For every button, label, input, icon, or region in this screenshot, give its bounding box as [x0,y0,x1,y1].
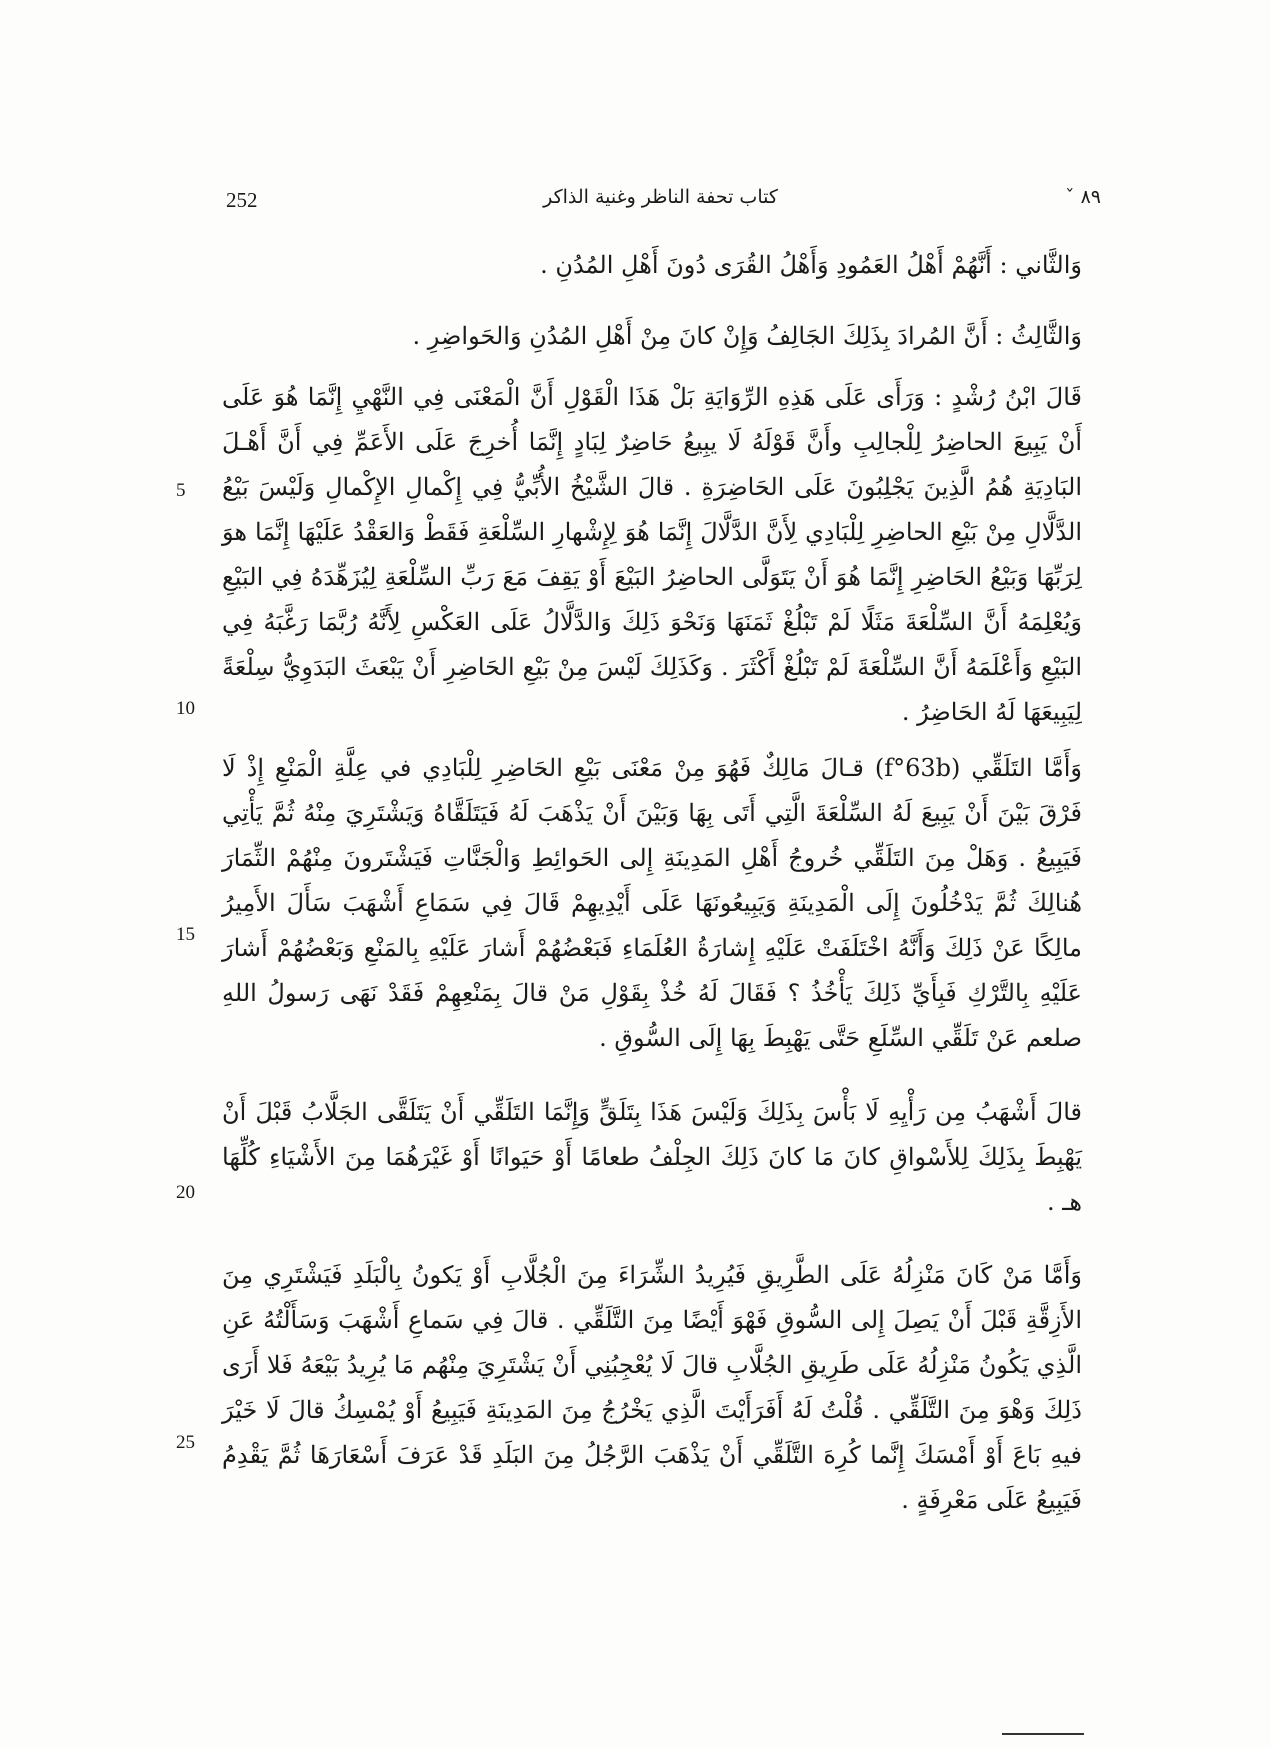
paragraph-ashhab: قالَ أَشْهَبُ مِن رَأْيِهِ لَا بَأْسَ بِذَلِكَ وَلَيْسَ هَذَا بِتَلَقٍّ وَإِنَّمَا التَلَقِّي أَنْ يَتَلَقَّى الجَلَّابُ قَبْلَ أَنْ يَهْبِطَ بِذَلِكَ لِلأَسْواقِ كانَ مَا كانَ ذَلِكَ الجِلْفُ طعامًا أَوْ حَيَوانًا أَوْ غَيْرَهُمَا مِنَ الأَشْيَاءِ كُلِّهَا هـ . [222,1098,1082,1216]
line-number-15: 15 [176,924,195,945]
paragraph-third-opinion: وَالثَّالِثُ : أَنَّ المُرادَ بِذَلِكَ الجَالِفُ وَإِنْ كانَ مِنْ أَهْلِ المُدُنِ وَالحَواضِرِ . [412,322,1082,350]
line-number-25: 25 [176,1432,195,1453]
footnote-rule [1002,1733,1084,1735]
line-number-5: 5 [176,480,186,501]
paragraph-ibn-rushd: قَالَ ابْنُ رُشْدٍ : وَرَأَى عَلَى هَذِهِ الرِّوَايَةِ بَلْ هَذَا الْقَوْلِ أَنَّ الْمَعْنَى فِي النَّهْيِ إِنَّمَا هُوَ عَلَى أَنْ يَبِيعَ الحاضِرُ لِلْجالِبِ وأَنَّ قَوْلَهُ لَا يبِيعُ حَاضِرٌ لِبَادٍ إِنَّمَا أُخرِجَ عَلَى الأَعَمِّ فِي أَنَّ أَهْـلَ البَادِيَةِ هُمُ الَّذِينَ يَجْلِبُونَ عَلَى الحَاضِرَةِ . قالَ الشَّيْخُ الأُبِّيُّ فِي إِكْمالِ الإِكْمالِ وَلَيْسَ بَيْعُ الدَّلَّالِ مِنْ بَيْعِ الحاضِرِ لِلْبَادِي لِأَنَّ الدَّلَّالَ إِنَّمَا هُوَ لِإِشْهارِ السِّلْعَةِ فَقَطْ وَالعَقْدُ عَلَيْهَا إِنَّمَا هوَ لِرَبِّهَا وَبَيْعُ الحَاضِرِ إِنَّمَا هُوَ أَنْ يَتَوَلَّى الحاضِرُ البَيْعَ أَوْ يَقِفَ مَعَ رَبِّ السِّلْعَةِ لِيُزَهِّدَهُ فِي البَيْعِ وَيُعْلِمَهُ أَنَّ السِّلْعَةَ مَثَلًا لَمْ تَبْلُغْ ثَمَنَهَا وَنَحْوَ ذَلِكَ وَالدَّلَّالُ عَلَى العَكْسِ لِأَنَّهُ رُبَّمَا رَغَّبَهُ فِي البَيْعِ وَأَعْلَمَهُ أَنَّ السِّلْعَةَ لَمْ تَبْلُغْ أَكْثَرَ . وَكَذَلِكَ لَيْسَ مِنْ بَيْعِ الحَاضِرِ أَنْ يَبْعَثَ البَدَوِيُّ سِلْعَةً لِيَبِيعَهَا لَهُ الحَاضِرُ . [222,383,1082,726]
book-title: كتاب تحفة الناظر وغنية الذاكر [543,186,778,208]
line-number-20: 20 [176,1182,195,1203]
paragraph-road-dweller: وَأَمَّا مَنْ كَانَ مَنْزِلُهُ عَلَى الطَّرِيقِ فَيُرِيدُ الشِّرَاءَ مِنَ الْجُلَّابِ أَوْ يَكونُ بِالْبَلَدِ فَيَشْتَرِي مِنَ الأَزِقَّةِ قَبْلَ أَنْ يَصِلَ إِلى السُّوقِ فَهْوَ أَيْضًا مِنَ التَّلَقِّي . قالَ فِي سَماعِ أَشْهَبَ وَسَأَلْتُهُ عَنِ الَّذِي يَكُونُ مَنْزِلُهُ عَلَى طَرِيقِ الجُلَّابِ قالَ لَا يُعْجِبُنِي أَنْ يَشْتَرِيَ مِنْهُم مَا يُرِيدُ بَيْعَهُ فَلا أَرَى ذَلِكَ وَهْوَ مِنَ التَّلَقِّي . قُلْتُ لَهُ أَفَرَأَيْتَ الَّذِي يَخْرُجُ مِنَ المَدِينَةِ فَيَبِيعُ أَوْ يُمْسِكُ قالَ لَا خَيْرَ فيهِ بَاعَ أَوْ أَمْسَكَ إِنَّما كُرِهَ التَّلَقِّي أَنْ يَذْهَبَ الرَّجُلُ مِنَ البَلَدِ قَدْ عَرَفَ أَسْعَارَهَا ثُمَّ يَقْدِمُ فَيَبِيعُ عَلَى مَعْرِفَةٍ . [222,1261,1082,1514]
folio-mark: ٨٩ ˇ [1065,186,1101,208]
running-header [220,186,1101,222]
paragraph-second-opinion: وَالثَّاني : أَنَّهُمْ أَهْلُ العَمُودِ وَأَهْلُ القُرَى دُونَ أَهْلِ المُدُنِ . [540,251,1082,279]
page-number: 252 [226,188,258,212]
paragraph-talaqqi: وَأَمَّا التَلَقِّي (f°63b) قـالَ مَالِكٌ فَهُوَ مِنْ مَعْنَى بَيْعِ الحَاضِرِ لِلْبَادِي في عِلَّةِ الْمَنْعِ إِذْ لَا فَرْقَ بَيْنَ أَنْ يَبِيعَ لَهُ السِّلْعَةَ الَّتِي أَتَى بِهَا وَبَيْنَ أَنْ يَذْهَبَ لَهُ فَيَتَلَقَّاهُ وَيَشْتَرِيَ مِنْهُ ثُمَّ يَأْتِي فَيَبِيعُ . وَهَلْ مِنَ التَلَقِّي خُروجُ أَهْلِ المَدِينَةِ إِلى الحَوائِطِ وَالْجَنَّاتِ فَيَشْتَرونَ مِنْهُمْ الثِّمَارَ هُنالِكَ ثُمَّ يَدْخُلُونَ إِلَى الْمَدِينَةِ وَيَبِيعُونَهَا عَلَى أَيْدِيهِمْ قَالَ فِي سَمَاعِ أَشْهَبَ سَأَلَ الأَمِيرُ مالِكًا عَنْ ذَلِكَ وَأَنَّهُ اخْتَلَفَتْ عَلَيْهِ إِشارَةُ العُلَمَاءِ فَبَعْضُهُمْ أَشارَ عَلَيْهِ بِالمَنْعِ وَبَعْضُهُمْ أَشارَ عَلَيْهِ بِالتَّرْكِ فَبِأَيِّ ذَلِكَ يَأْخُذُ ؟ فَقَالَ لَهُ خُذْ بِقَوْلِ مَنْ قالَ بِمَنْعِهِمْ فَقَدْ نَهَى رَسولُ اللهِ صلعم عَنْ تَلَقِّي السِّلَعِ حَتَّى يَهْبِطَ بِهَا إِلَى السُّوقِ . [222,754,1082,1052]
line-number-10: 10 [176,698,195,719]
